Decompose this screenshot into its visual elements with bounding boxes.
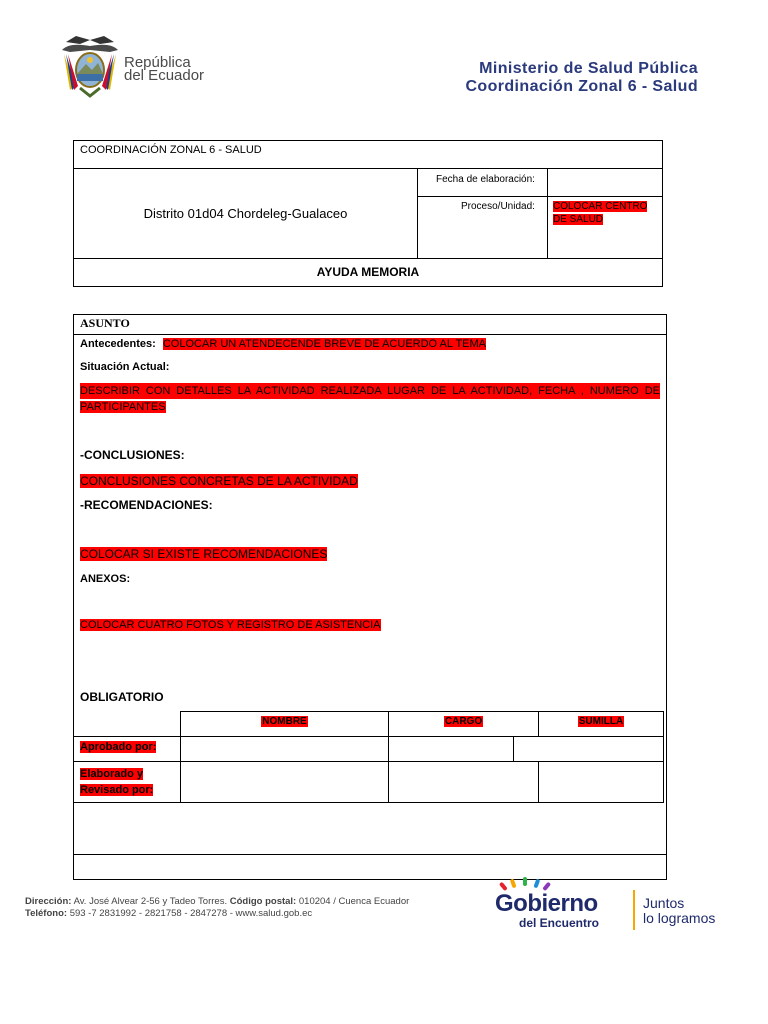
ministry-line-1: Ministerio de Salud Pública [479, 60, 698, 77]
grid-line [513, 736, 514, 762]
fecha-field[interactable] [552, 174, 658, 192]
republic-line-2: del Ecuador [124, 67, 205, 84]
fecha-label: Fecha de elaboración: [436, 174, 535, 185]
slogan [643, 896, 715, 926]
aprobado-nombre-field[interactable] [182, 738, 387, 760]
situacion-line-1: DESCRIBIR CON DETALLES LA ACTIVIDAD REALIZADA LUGAR DE LA ACTIVIDAD, FECHA , NUMERO DE [80, 385, 660, 397]
asunto-heading: ASUNTO [74, 315, 666, 335]
conclusiones-label: -CONCLUSIONES: [80, 448, 185, 462]
aprobado-cargo-field[interactable] [390, 738, 512, 760]
elaborado-sumilla-field[interactable] [540, 763, 662, 801]
republic-name [124, 56, 204, 82]
footer-address [25, 896, 409, 920]
conclusiones-field[interactable] [80, 474, 358, 488]
elaborado-label-line-1: Elaborado y [80, 768, 143, 780]
zone-cell: COORDINACIÓN ZONAL 6 - SALUD [74, 141, 662, 169]
col-header-cargo-label: CARGO [444, 716, 483, 727]
recomendaciones-value: COLOCAR SI EXISTE RECOMENDACIONES [80, 547, 328, 561]
situacion-value[interactable] [80, 383, 660, 415]
grid-line [663, 711, 664, 803]
antecedentes-row [80, 338, 486, 350]
district-cell [74, 169, 418, 258]
republic-line-1: República [124, 54, 191, 71]
elaborado-label-cell [80, 766, 153, 798]
antecedentes-value[interactable]: COLOCAR UN ATENDECENDE BREVE DE ACUERDO AL TEMA [162, 338, 487, 350]
recomendaciones-field[interactable] [80, 547, 327, 561]
memo-body-table [73, 314, 667, 880]
situacion-line-2: PARTICIPANTES [80, 401, 166, 413]
ministry-heading [465, 60, 698, 96]
district-name: Distrito 01d04 Chordeleg-Gualaceo [143, 206, 348, 221]
grid-line [74, 736, 664, 737]
dir-value: Av. José Alvear 2-56 y Tadeo Torres. [73, 896, 228, 907]
grid-line [180, 711, 664, 712]
elaborado-cargo-field[interactable] [390, 763, 537, 801]
ministry-line-2: Coordinación Zonal 6 - Salud [465, 78, 698, 95]
proceso-field[interactable] [553, 200, 647, 226]
logo-divider [633, 890, 635, 930]
anexos-field[interactable] [80, 619, 381, 631]
slogan-line-1: Juntos [643, 895, 685, 911]
grid-line [74, 802, 664, 803]
gobierno-del-encuentro-logo-icon [493, 876, 738, 934]
district-row [74, 169, 662, 259]
postal-value: 010204 / Cuenca Ecuador [298, 896, 410, 907]
col-header-nombre [181, 716, 388, 727]
document-title: AYUDA MEMORIA [316, 265, 420, 279]
anexos-label: ANEXOS: [80, 573, 131, 585]
elaborado-label-line-2: Revisado por: [80, 784, 154, 796]
tel-label: Teléfono: [25, 908, 68, 919]
footer-line-1 [25, 896, 409, 908]
col-header-sumilla [539, 716, 663, 727]
cell-divider [547, 169, 548, 258]
slogan-line-2: lo logramos [643, 910, 716, 926]
situacion-label: Situación Actual: [80, 361, 170, 373]
header-table [73, 140, 663, 287]
col-header-cargo [389, 716, 538, 727]
gob-title: Gobierno [495, 890, 598, 917]
col-header-nombre-label: NOMBRE [262, 716, 307, 727]
obligatorio-label: OBLIGATORIO [80, 690, 164, 704]
aprobado-label-cell [80, 741, 156, 753]
recomendaciones-label: -RECOMENDACIONES: [80, 498, 213, 512]
gob-subtitle: del Encuentro [519, 916, 600, 930]
ecuador-coat-of-arms-icon [58, 36, 122, 98]
footer-line-2 [25, 908, 409, 920]
dir-label: Dirección: [25, 896, 72, 907]
elaborado-nombre-field[interactable] [182, 763, 387, 801]
tel-value: 593 -7 2831992 - 2821758 - 2847278 - www.salud.gob.ec [69, 908, 313, 919]
antecedentes-label: Antecedentes: [80, 338, 156, 350]
proceso-label: Proceso/Unidad: [461, 201, 535, 212]
aprobado-label: Aprobado por: [80, 741, 157, 753]
conclusiones-value: CONCLUSIONES CONCRETAS DE LA ACTIVIDAD [80, 474, 358, 488]
postal-label: Código postal: [229, 896, 297, 907]
proceso-value-line-1: COLOCAR CENTRO [553, 201, 648, 212]
grid-line [74, 854, 666, 855]
cell-divider [418, 196, 662, 197]
grid-line [538, 761, 539, 803]
anexos-value: COLOCAR CUATRO FOTOS Y REGISTRO DE ASISTENCIA [80, 619, 381, 631]
col-header-sumilla-label: SUMILLA [578, 716, 624, 727]
grid-line [74, 761, 664, 762]
proceso-value-line-2: DE SALUD [553, 214, 604, 225]
aprobado-sumilla-field[interactable] [515, 738, 662, 760]
